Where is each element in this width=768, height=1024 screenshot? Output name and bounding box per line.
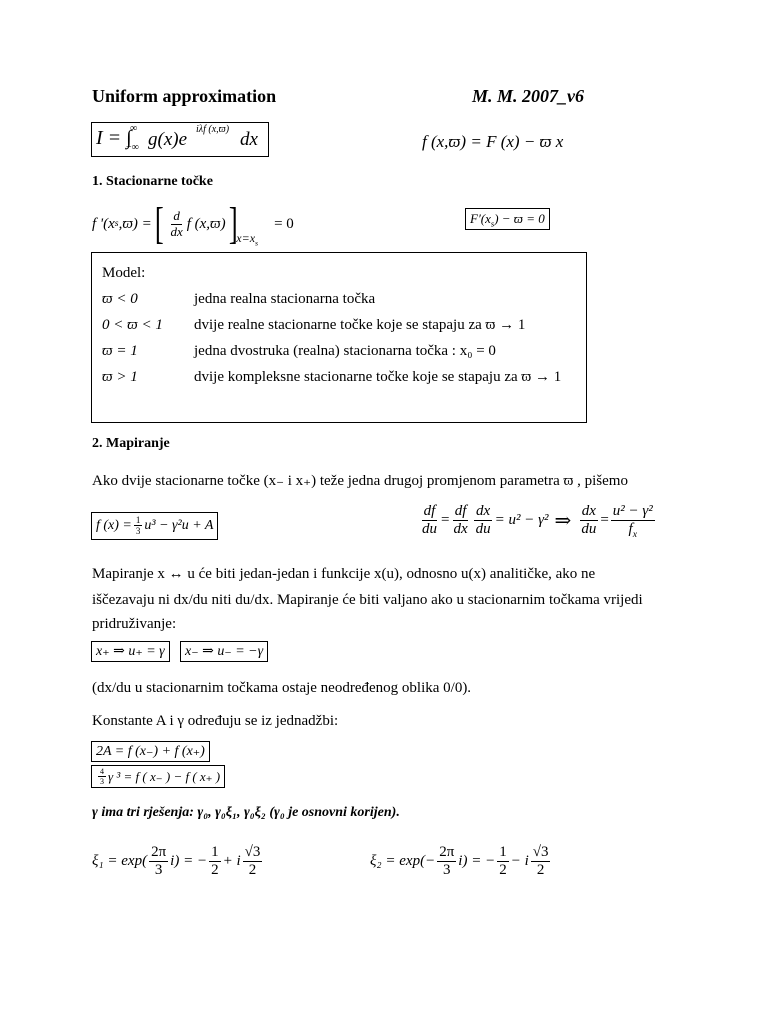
derivative-fn: f (x,ϖ): [186, 215, 226, 232]
integral-exponent: iλf (x,ϖ): [196, 124, 230, 135]
chain-eq-2: =: [600, 512, 609, 529]
chain-num: u² − γ²: [611, 503, 655, 521]
stationary-lhs-tail: ,ϖ) =: [118, 215, 152, 232]
xi1-num: 2π: [149, 844, 168, 862]
constants-line: Konstante A i γ određuju se iz jednadžbi:: [92, 713, 339, 729]
boxed-sub: s: [490, 218, 495, 229]
eq2-frac: [98, 767, 106, 786]
note-line: (dx/du u stacionarnim točkama ostaje neodređenog oblika 0/0).: [92, 680, 472, 696]
integral-formula: [91, 122, 269, 157]
boxed-stationary: [465, 208, 550, 230]
right-bracket: ]: [228, 199, 238, 249]
eval-point: x=x: [236, 230, 256, 245]
xi1-plus: + i: [222, 853, 241, 870]
stationary-lhs: f '(x: [92, 215, 115, 232]
model-cond-3: ϖ = 1: [102, 343, 138, 359]
para1-line3: pridruživanje:: [92, 616, 177, 632]
section2-heading: 2. Mapiranje: [92, 436, 170, 451]
xi2-mid: i) = −: [458, 853, 496, 870]
xi2-lhs: ξ₂ = exp(−: [370, 853, 436, 870]
chain-du-3: du: [475, 521, 491, 538]
chain-dx-2: dx: [453, 521, 468, 538]
xi1-frac: [149, 844, 168, 880]
model-text-4: dvije kompleksne stacionarne točke koje se stapaju za ϖ → 1: [194, 369, 562, 385]
xi1-sqrt-den: 2: [248, 862, 257, 879]
fx-frac-den: 3: [135, 526, 141, 537]
chain-frac-2: [451, 503, 469, 539]
xi1-den: 3: [154, 862, 163, 879]
chain-den-sub: x: [632, 529, 638, 541]
xi2-half-den: 2: [499, 862, 507, 879]
chain-mid: = u² − γ²: [494, 512, 549, 529]
xi2-den: 3: [442, 862, 451, 879]
eval-point-sub: s: [255, 237, 259, 247]
map-minus-box: x₋ ⇒ u₋ = −γ: [180, 641, 268, 662]
fx-lhs: f (x) =: [96, 517, 132, 533]
model-box: [91, 252, 587, 423]
chain-dx-3: dx: [474, 503, 492, 521]
chain-frac-5: [611, 503, 655, 539]
xi2-num: 2π: [437, 844, 456, 862]
chain-frac-3: [474, 503, 493, 539]
xi2-half: [497, 844, 509, 880]
integral-lower-limit: −∞: [126, 142, 139, 153]
xi2-sqrt-num: √3: [531, 844, 551, 862]
model-cond-1: ϖ < 0: [102, 291, 138, 307]
chain-rule: [418, 503, 657, 539]
author-tag: M. M. 2007_v6: [472, 86, 584, 106]
xi2-sqrt-den: 2: [536, 862, 545, 879]
chain-du-4: du: [581, 521, 597, 538]
eq2-rest: γ ³ = f ( x₋ ) − f ( x₊ ): [108, 768, 221, 784]
chain-implies: ⇒: [554, 510, 572, 533]
chain-frac-1: [420, 503, 439, 539]
xi1-half-den: 2: [211, 862, 219, 879]
integral-upper-limit: ∞: [130, 123, 138, 134]
chain-df-2: df: [453, 503, 469, 521]
integral-body: g(x)e: [148, 129, 188, 150]
derivative-fraction: [168, 209, 184, 240]
chain-den: f: [628, 521, 633, 538]
xi2-half-num: 1: [497, 844, 509, 862]
xi1-half: [209, 844, 221, 880]
model-text-1: jedna realna stacionarna točka: [194, 291, 376, 307]
page-title: Uniform approximation: [92, 86, 277, 106]
chain-eq: =: [441, 512, 450, 529]
xi1-sqrt: [243, 844, 263, 880]
xi2-minus: − i: [510, 853, 529, 870]
chain-dx-4: dx: [580, 503, 598, 521]
left-bracket: [: [154, 199, 164, 249]
integral-dx: dx: [240, 129, 258, 150]
xi1-mid: i) = −: [170, 853, 208, 870]
gamma-line: γ ima tri rješenja: γ₀, γ₀ξ₁, γ₀ξ₂ (γ₀ je osnovni korijen).: [92, 805, 400, 820]
section1-heading: 1. Stacionarne točke: [92, 174, 213, 189]
xi1-half-num: 1: [209, 844, 221, 862]
chain-du-1: du: [422, 521, 437, 538]
xi1-lhs: ξ₁ = exp(: [92, 853, 148, 870]
model-label: Model:: [102, 265, 146, 281]
section2-intro: Ako dvije stacionarne točke (x₋ i x₊) teže jedna drugoj promjenom parametra ϖ , pišemo: [92, 473, 628, 489]
para1-line1: Mapiranje x ↔ u će biti jedan-jedan i funkcije x(u), odnosno u(x) analitičke, ako ne: [92, 566, 596, 582]
map-plus-box: x₊ ⇒ u₊ = γ: [91, 641, 170, 662]
model-text-3: jedna dvostruka (realna) stacionarna točka : x₀ = 0: [194, 343, 496, 359]
fx-rest: u³ − γ²u + A: [144, 517, 214, 533]
xi2-sqrt: [531, 844, 551, 880]
fxw-formula: f (x,ϖ) = F (x) − ϖ x: [422, 132, 564, 151]
eq1-box: 2A = f (x₋) + f (x₊): [91, 741, 210, 762]
fx-frac: [134, 515, 143, 537]
fx-frac-num: 1: [135, 515, 141, 525]
model-text-2: dvije realne stacionarne točke koje se stapaju za ϖ → 1: [194, 317, 526, 333]
xi1-sqrt-num: √3: [243, 844, 263, 862]
boxed-right: ) − ϖ = 0: [494, 211, 545, 226]
stationary-condition: f '(x s ,ϖ) = [ $\frac{d}{dx}$ f (x,ϖ) ] $x=x_s$ = 0: [92, 199, 294, 249]
eq2-frac-num: 4: [100, 767, 104, 776]
chain-frac-4: [579, 503, 598, 539]
eq2-frac-den: 3: [100, 777, 104, 787]
xi2-formula: [370, 844, 552, 880]
xi2-frac: [437, 844, 456, 880]
model-cond-4: ϖ > 1: [102, 369, 138, 385]
boxed-left: F′(x: [470, 211, 491, 226]
fx-box: [91, 512, 218, 540]
chain-df-1: df: [422, 503, 438, 521]
model-cond-2: 0 < ϖ < 1: [102, 317, 163, 333]
eq2-box: [91, 765, 225, 788]
stationary-rhs: = 0: [274, 215, 294, 232]
derivative-num: d: [173, 207, 180, 223]
xi1-formula: [92, 844, 264, 880]
derivative-den: dx: [170, 223, 183, 239]
integral-lhs: I = ∫: [96, 127, 132, 149]
para1-line2: iščezavaju ni dx/du niti du/dx. Mapiranje će biti valjano ako u stacionarnim točkama vrijedi: [92, 592, 643, 608]
